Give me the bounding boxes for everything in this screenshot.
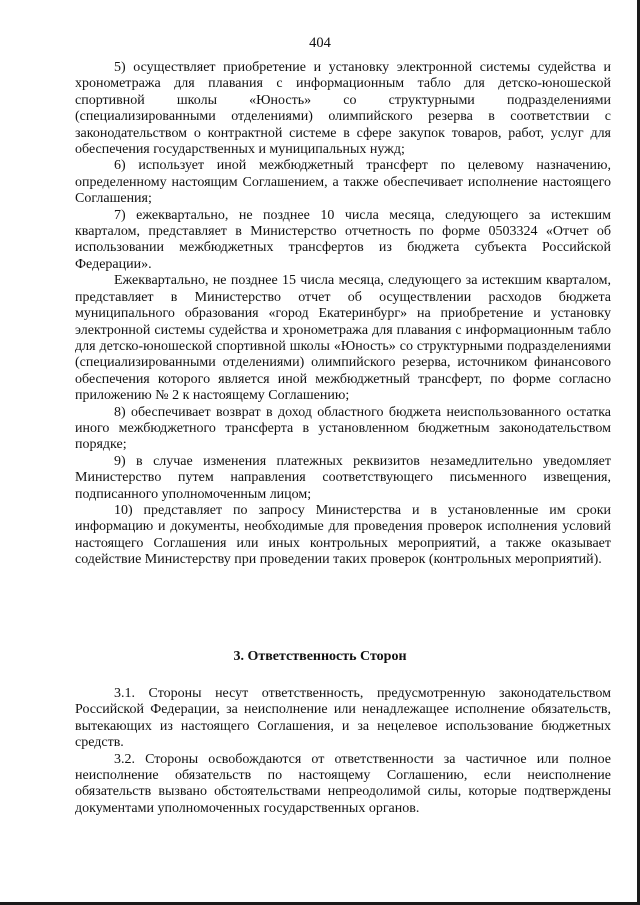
paragraph-item-8: 8) обеспечивает возврат в доход областного бюджета неиспользованного остатка иного межбюджетного трансферта в установленном бюджетным законодательством порядке; — [75, 404, 611, 453]
paragraph-item-6: 6) использует иной межбюджетный трансферт по целевому назначению, определенному настоящим Соглашением, а также обеспечивает исполнение настоящего Соглашения; — [75, 158, 611, 207]
paragraph-item-5: 5) осуществляет приобретение и установку электронной системы судейства и хронометража для плавания с информационным табло для детско-юношеской спортивной школы «Юность» со структурными подразделениями (специализированными отделениями) олимпийского резерва в соответствии с законодательством о контрактной системе в сфере закупок товаров, работ, услуг для обеспечения государственных и муниципальных нужд; — [75, 60, 611, 158]
paragraph-item-10: 10) представляет по запросу Министерства и в установленные им сроки информацию и документы, необходимые для проведения проверок исполнения условий настоящего Соглашения или иных контрольных мероприятий, а также оказывает содействие Министерству при проведении таких проверок (контрольных мероприятий). — [75, 502, 611, 568]
paragraph-3-1: 3.1. Стороны несут ответственность, предусмотренную законодательством Российской Федерации, за неисполнение или ненадлежащее исполнение обязательств, вытекающих из настоящего Соглашения, и за нецелевое использование бюджетных средств. — [75, 686, 611, 751]
responsibility-section — [75, 686, 611, 817]
section-heading: 3. Ответственность Сторон — [233, 649, 407, 664]
paragraph-item-7: 7) ежеквартально, не позднее 10 числа месяца, следующего за истекшим кварталом, представляет в Министерство отчетность по форме 0503324 «Отчет об использовании межбюджетных трансфертов из бюджета субъекта Российской Федерации». — [75, 207, 611, 272]
paragraph-quarterly-report: Ежеквартально, не позднее 15 числа месяца, следующего за истекшим кварталом, представляет в Министерство отчет об осуществлении расходов бюджета муниципального образования «город Екатеринбург» на приобретение и установку электронной системы судейства и хронометража для плавания с информационным табло для детско-юношеской спортивной школы «Юность» со структурными подразделениями (специализированными отделениями) олимпийского резерва, источником финансового обеспечения которого является иной межбюджетный трансферт, по форме согласно приложению № 2 к настоящему Соглашению; — [75, 273, 611, 404]
obligations-list — [75, 60, 611, 569]
paragraph-item-9: 9) в случае изменения платежных реквизитов незамедлительно уведомляет Министерство путем направления соответствующего письменного извещения, подписанного уполномоченным лицом; — [75, 453, 611, 502]
paragraph-3-2: 3.2. Стороны освобождаются от ответственности за частичное или полное неисполнение обязательств по настоящему Соглашению, если неисполнение обязательств вызвано обстоятельствами непреодолимой силы, которые подтверждены документами уполномоченных государственных органов. — [75, 751, 611, 816]
page-number: 404 — [309, 35, 331, 51]
